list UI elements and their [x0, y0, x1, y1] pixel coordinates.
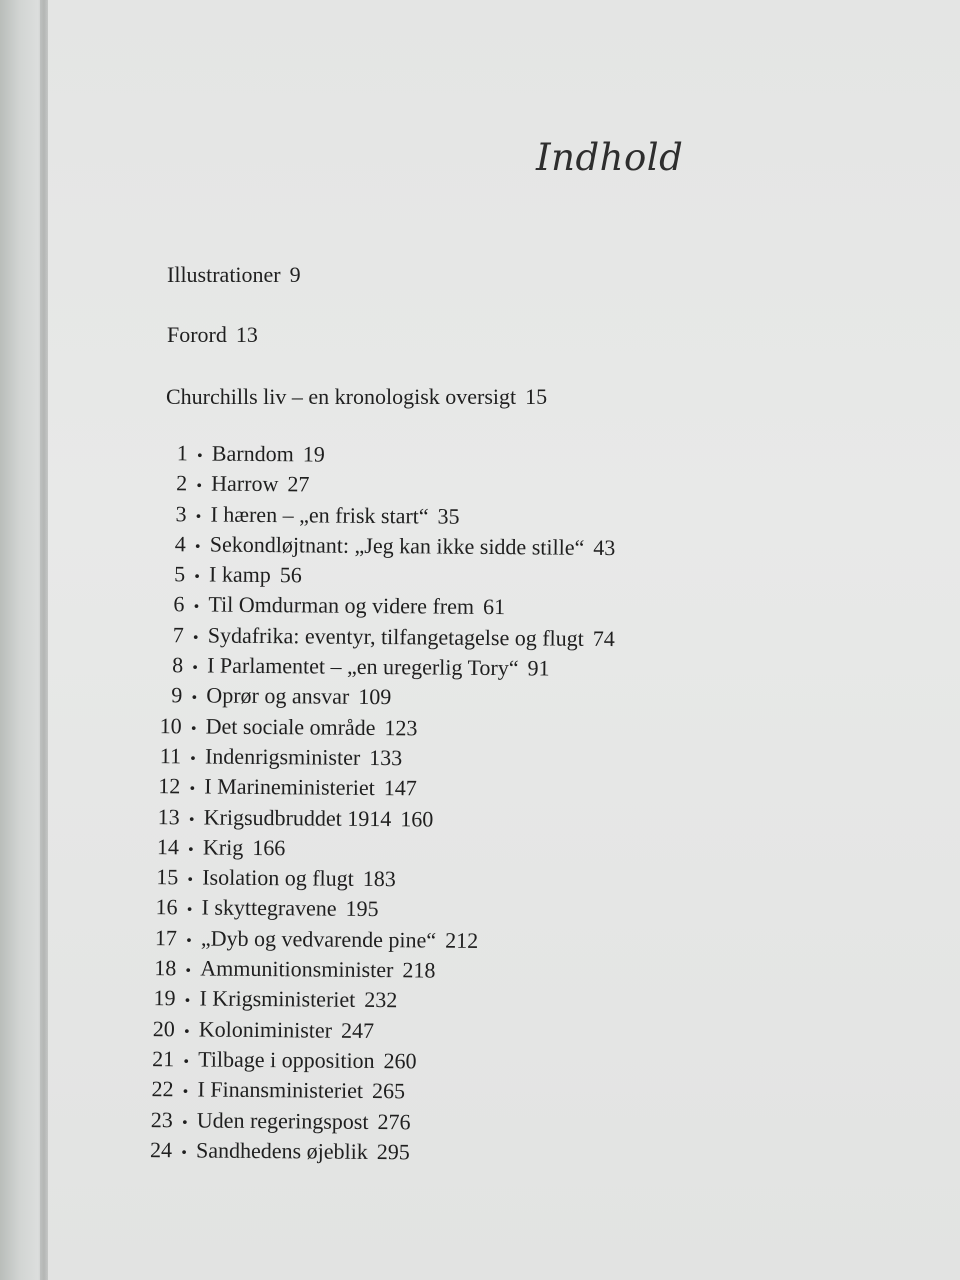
chapter-bullet: •: [190, 750, 196, 768]
front-matter-label: Churchills liv – en kronologisk oversigt: [166, 384, 517, 409]
chapter-title: I kamp: [209, 561, 271, 588]
chapter-page: 91: [527, 655, 550, 681]
chapter-page: 27: [287, 471, 310, 497]
chapter-title: Tilbage i opposition: [198, 1046, 375, 1073]
chapter-page: 195: [345, 896, 379, 922]
chapter-number: 16: [155, 894, 178, 920]
chapter-title: Barndom: [211, 440, 294, 467]
chapter-bullet: •: [184, 992, 191, 1010]
chapter-number: 9: [171, 682, 183, 708]
chapter-number: 1: [176, 440, 188, 466]
chapter-number: 2: [176, 470, 188, 496]
chapter-number: 4: [174, 531, 186, 557]
chapter-number: 21: [152, 1046, 175, 1072]
chapter-number: 6: [173, 591, 185, 617]
chapter-page: 183: [362, 866, 396, 892]
front-matter-page: 9: [289, 262, 301, 287]
chapter-bullet: •: [192, 659, 198, 677]
chapter-title: Isolation og flugt: [202, 864, 354, 891]
chapter-bullet: •: [196, 477, 203, 495]
chapter-page: 74: [592, 625, 615, 651]
chapter-page: 295: [376, 1138, 410, 1165]
chapter-bullet: •: [186, 932, 192, 950]
chapter-bullet: •: [195, 508, 202, 526]
chapter-bullet: •: [192, 629, 199, 647]
page-title: Indhold: [536, 136, 684, 179]
chapter-bullet: •: [193, 598, 200, 616]
chapter-number: 11: [159, 743, 182, 769]
front-matter-label: Illustrationer: [167, 262, 281, 287]
chapter-number: 17: [154, 924, 178, 951]
chapter-title: I skyttegravene: [201, 894, 337, 922]
chapter-bullet: •: [188, 810, 195, 828]
chapter-number: 14: [156, 833, 180, 860]
chapter-number: 18: [154, 955, 177, 981]
chapter-title: Til Omdurman og videre frem: [208, 592, 475, 620]
chapter-title: Koloniminister: [198, 1016, 333, 1043]
chapter-title: Uden regeringspost: [196, 1107, 369, 1134]
chapter-bullet: •: [191, 689, 198, 707]
chapter-bullet: •: [190, 720, 197, 738]
chapter-title: I Finansministeriet: [197, 1076, 364, 1104]
chapter-number: 23: [150, 1106, 173, 1132]
chapter-title: I Marineministeriet: [204, 773, 375, 801]
chapter-number: 3: [175, 500, 187, 526]
chapter-number: 20: [152, 1015, 175, 1041]
chapter-page: 260: [383, 1048, 417, 1074]
front-matter-label: Forord: [167, 322, 227, 347]
chapter-number: 5: [174, 561, 186, 587]
chapter-number: 13: [157, 803, 180, 829]
chapter-title: Det sociale område: [205, 713, 376, 740]
chapter-bullet: •: [185, 962, 192, 980]
chapter-bullet: •: [183, 1022, 190, 1041]
chapter-title: I hæren – „en frisk start“: [210, 501, 429, 529]
chapter-number: 15: [156, 864, 179, 890]
chapter-number: 10: [159, 712, 182, 738]
chapter-list: [140, 438, 746, 1170]
chapter-title: Indenrigsminister: [204, 743, 361, 770]
chapter-page: 109: [358, 684, 392, 710]
front-matter-page: 13: [235, 322, 258, 347]
chapter-bullet: •: [188, 841, 194, 859]
chapter-bullet: •: [187, 871, 194, 889]
chapter-bullet: •: [196, 447, 203, 465]
chapter-page: 61: [482, 594, 506, 620]
chapter-title: Ammunitionsminister: [200, 955, 394, 983]
chapter-number: 7: [172, 622, 184, 648]
chapter-bullet: •: [194, 568, 200, 586]
chapter-title: Sekondløjtnant: „Jeg kan ikke sidde stille“: [209, 531, 585, 560]
chapter-page: 166: [252, 834, 286, 861]
chapter-bullet: •: [194, 538, 201, 556]
chapter-bullet: •: [181, 1144, 187, 1162]
chapter-title: Krig: [202, 834, 244, 860]
chapter-title: I Parlamentet – „en uregerlig Tory“: [207, 652, 519, 681]
chapter-title: Sandhedens øjeblik: [195, 1137, 368, 1164]
chapter-title: I Krigsministeriet: [199, 985, 356, 1013]
chapter-page: 56: [279, 562, 302, 588]
chapter-number: 22: [151, 1076, 174, 1102]
chapter-title: Oprør og ansvar: [206, 682, 350, 710]
front-matter-item: [166, 384, 547, 410]
chapter-bullet: •: [183, 1053, 190, 1071]
chapter-bullet: •: [186, 901, 193, 919]
chapter-number: 12: [158, 773, 181, 799]
chapter-page: 232: [364, 987, 398, 1013]
chapter-number: 8: [172, 652, 184, 678]
chapter-bullet: •: [182, 1083, 189, 1101]
chapter-page: 247: [340, 1017, 375, 1043]
chapter-item: [130, 1135, 730, 1171]
chapter-page: 218: [402, 957, 436, 983]
chapter-title: „Dyb og vedvarende pine“: [200, 925, 437, 953]
chapter-page: 265: [372, 1078, 406, 1104]
chapter-page: 160: [400, 805, 434, 832]
chapter-title: Harrow: [211, 470, 279, 497]
front-matter-item: [167, 262, 301, 288]
chapter-page: 43: [593, 534, 616, 560]
chapter-bullet: •: [189, 780, 196, 798]
front-matter-page: 15: [525, 384, 548, 409]
chapter-number: 19: [153, 985, 176, 1011]
chapter-bullet: •: [181, 1113, 188, 1131]
front-matter-item: [167, 322, 258, 348]
chapter-title: Krigsudbruddet 1914: [203, 804, 392, 831]
chapter-page: 212: [445, 927, 479, 953]
chapter-page: 123: [384, 714, 418, 741]
chapter-page: 19: [302, 441, 325, 467]
chapter-page: 133: [369, 744, 403, 771]
chapter-page: 35: [437, 503, 460, 529]
chapter-page: 147: [383, 775, 417, 801]
chapter-number: 24: [149, 1136, 173, 1163]
chapter-title: Sydafrika: eventyr, tilfangetagelse og flugt: [207, 622, 584, 651]
chapter-page: 276: [377, 1108, 411, 1134]
